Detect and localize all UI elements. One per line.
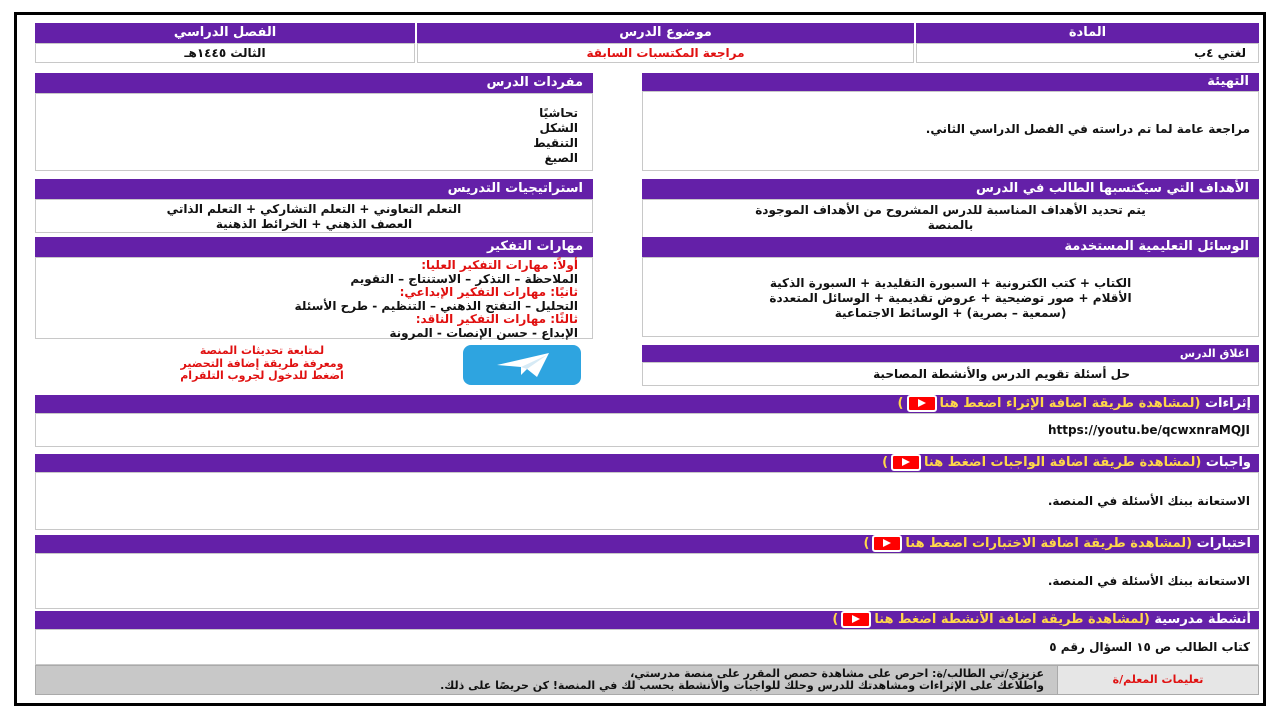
goals-header: الأهداف التي سيكتسبها الطالب في الدرس [642, 179, 1259, 199]
teacher-notes [440, 668, 1044, 692]
term-header: الفصل الدراسي [35, 23, 415, 43]
tests-hint: (لمشاهدة طريقة اضافة الاختبارات اضغط هنا [905, 536, 1193, 551]
intro-text: مراجعة عامة لما تم دراسته في الفصل الدراسي الثاني. [925, 122, 1250, 136]
tools-box [642, 257, 1259, 337]
telegram-icon [463, 345, 581, 385]
goals-box [642, 199, 1259, 239]
youtube-icon [841, 611, 871, 628]
telegram-text[interactable] [137, 345, 387, 383]
thinking-heading-3: ثالثًا: مهارات التفكير الناقد: [415, 312, 578, 326]
telegram-line-3: اضغط للدخول لجروب التلقرام [180, 369, 344, 382]
homework-hint-close: ) [882, 455, 889, 470]
youtube-icon [907, 395, 937, 412]
tests-header [35, 535, 1259, 553]
tests-label: اختبارات [1196, 536, 1251, 551]
tests-text: الاستعانة ببنك الأسئلة في المنصة. [35, 553, 1259, 609]
intro-box [642, 91, 1259, 171]
vocab-item: الصيغ [544, 151, 578, 165]
youtube-icon [891, 454, 921, 471]
strategies-header: استراتيجيات التدريس [35, 179, 593, 199]
telegram-button[interactable] [463, 345, 581, 385]
vocab-header: مفردات الدرس [35, 73, 593, 93]
subject-header: المادة [916, 23, 1259, 43]
enrichment-link[interactable]: https://youtu.be/qcwxnraMQJI [35, 413, 1259, 447]
strategies-box [35, 199, 593, 233]
thinking-line-2: التحليل – التفتح الذهني – التنظيم - طرح الأسئلة [294, 298, 578, 313]
tools-line-1: الكتاب + كتب الكترونية + السبورة التقليدية + السبورة الذكية [769, 276, 1132, 290]
closing-header: اغلاق الدرس [642, 345, 1259, 362]
teacher-line-2: واطلاعك على الإثراءات ومشاهدتك للدرس وحلك للواجبات والأنشطة بحسب لك في المنصة! كن حريصًا على ذلك. [440, 679, 1044, 692]
thinking-header: مهارات التفكير [35, 237, 593, 257]
activities-hint: (لمشاهدة طريقة اضافة الأنشطة اضغط هنا [874, 612, 1150, 627]
strategies-line-1: التعلم التعاوني + التعلم التشاركي + التعلم الذاتي [166, 202, 462, 216]
thinking-box [35, 257, 593, 339]
youtube-icon [872, 535, 902, 552]
telegram-line-2: ومعرفة طريقة إضافة التحضير [180, 356, 344, 370]
tests-hint-link[interactable] [863, 536, 1192, 551]
tools-line-2: الأقلام + صور توضيحية + عروض تقديمية + الوسائل المتعددة [769, 291, 1132, 305]
goals-line-1: يتم تحديد الأهداف المناسبة للدرس المشروح من الأهداف الموجودة [755, 203, 1146, 217]
activities-hint-close: ) [832, 612, 839, 627]
teacher-label: تعليمات المعلم/ة [1057, 666, 1258, 694]
activities-text: كتاب الطالب ص ١٥ السؤال رقم ٥ [35, 629, 1259, 665]
thinking-line-1: الملاحظة – التذكر – الاستنتاج – التقويم [350, 271, 578, 286]
enrichment-label: إثراءات [1204, 396, 1251, 411]
telegram-line-1: لمتابعة تحديثات المنصة [199, 344, 325, 357]
vocab-item: التنقيط [533, 136, 578, 150]
homework-header [35, 454, 1259, 472]
thinking-heading-2: ثانيًا: مهارات التفكير الإبداعي: [399, 285, 578, 299]
enrichment-hint: (لمشاهدة طريقة اضافة الإثراء اضغط هنا [939, 396, 1201, 411]
homework-text: الاستعانة ببنك الأسئلة في المنصة. [35, 472, 1259, 530]
enrichment-header [35, 395, 1259, 413]
vocab-item: تحاشيًا [539, 106, 578, 120]
homework-label: واجبات [1205, 455, 1251, 470]
vocab-box [35, 93, 593, 171]
activities-hint-link[interactable] [832, 612, 1149, 627]
enrichment-hint-close: ) [897, 396, 904, 411]
enrichment-hint-link[interactable] [898, 396, 1201, 411]
goals-line-2: بالمنصة [927, 218, 974, 232]
activities-label: أنشطة مدرسية [1154, 612, 1251, 627]
teacher-line-1: عزيزي/تي الطالب/ة: احرص على مشاهدة حصص المقرر على منصة مدرستي، [630, 667, 1044, 680]
vocab-item: الشكل [539, 121, 578, 135]
tools-header: الوسائل التعليمية المستخدمة [642, 237, 1259, 257]
thinking-heading-1: أولاً: مهارات التفكير العليا: [421, 258, 578, 272]
topic-value: مراجعة المكتسبات السابقة [417, 43, 914, 63]
subject-value: لغتي ٤ب [916, 43, 1259, 63]
term-value: الثالث ١٤٤٥هـ [35, 43, 415, 63]
lesson-plan-sheet [14, 12, 1266, 706]
topic-header: موضوع الدرس [417, 23, 914, 43]
strategies-line-2: العصف الذهني + الخرائط الذهنية [215, 217, 413, 231]
activities-header [35, 611, 1259, 629]
homework-hint-link[interactable] [882, 455, 1201, 470]
teacher-footer [35, 665, 1259, 695]
tools-line-3: (سمعية – بصرية) + الوسائط الاجتماعية [834, 306, 1067, 320]
intro-header: التهيئة [642, 73, 1259, 91]
thinking-line-3: الإبداع - حسن الإنصات - المرونة [389, 325, 578, 340]
homework-hint: (لمشاهدة طريقة اضافة الواجبات اضغط هنا [924, 455, 1202, 470]
tests-hint-close: ) [863, 536, 870, 551]
closing-text: حل أسئلة تقويم الدرس والأنشطة المصاحبة [642, 362, 1259, 386]
